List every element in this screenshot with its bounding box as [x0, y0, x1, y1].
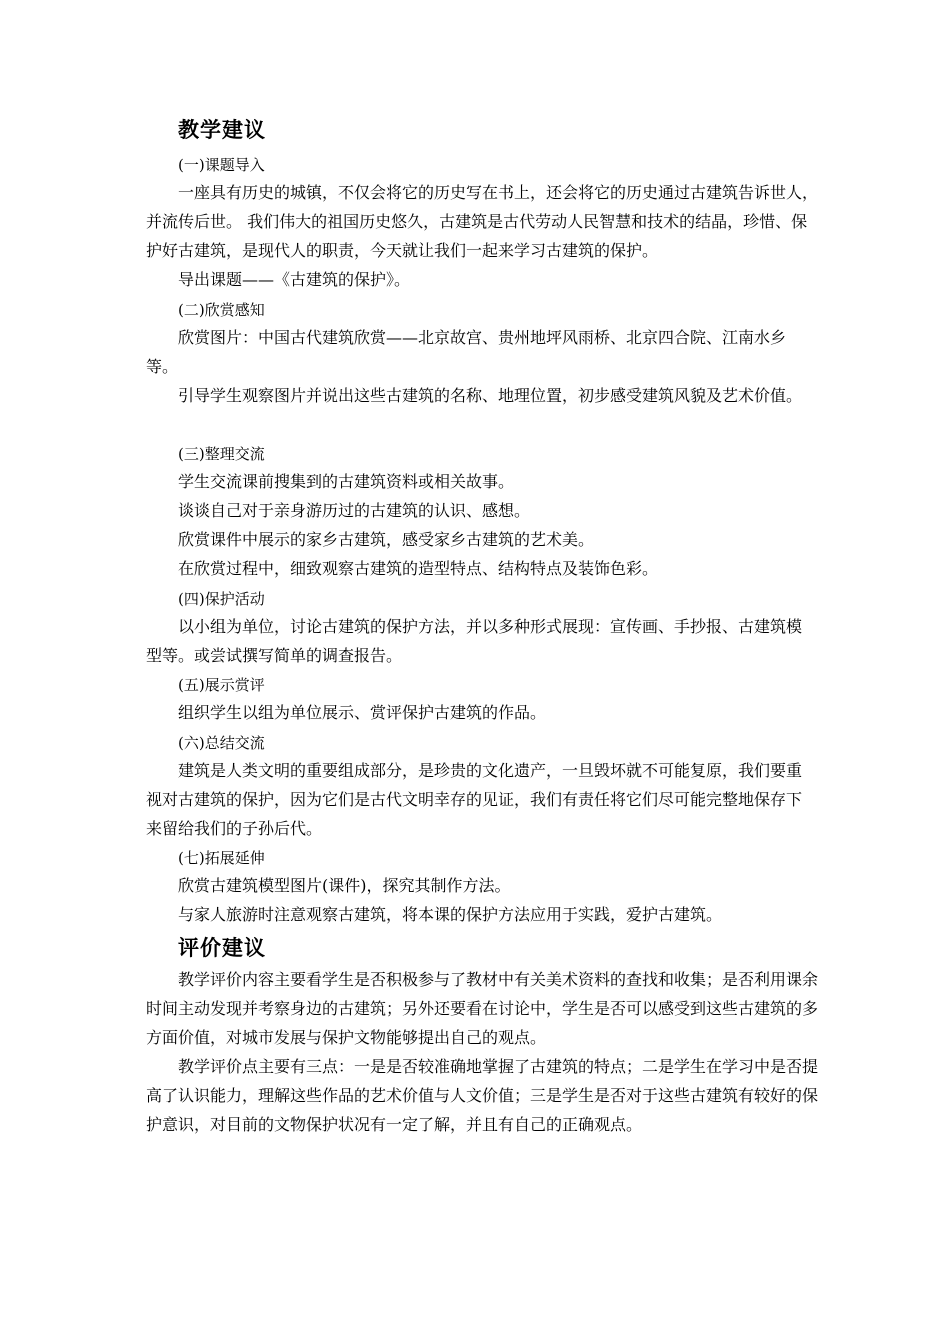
- paragraph-eval-1: 教学评价内容主要看学生是否积极参与了教材中有关美术资料的查找和收集；是否利用课余时间主动发现并考察身边的古建筑；另外还要看在讨论中，学生是否可以感受到这些古建筑的多方面价值，对城市发展与保护文物能够提出自己的观点。: [146, 970, 819, 1047]
- subsection-title-5: (五)展示赏评: [178, 676, 265, 694]
- paragraph-2-1: 欣赏图片：中国古代建筑欣赏——北京故宫、贵州地坪风雨桥、北京四合院、江南水乡等。: [146, 328, 787, 376]
- paragraph-6-1: 建筑是人类文明的重要组成部分，是珍贵的文化遗产，一旦毁坏就不可能复原，我们要重视对古建筑的保护，因为它们是古代文明幸存的见证，我们有责任将它们尽可能完整地保存下来留给我们的子孙后代。: [146, 761, 803, 838]
- subsection-title-7: (七)拓展延伸: [178, 849, 265, 867]
- paragraph-7-2: 与家人旅游时注意观察古建筑，将本课的保护方法应用于实践，爱护古建筑。: [178, 905, 723, 924]
- paragraph-3-3: 欣赏课件中展示的家乡古建筑，感受家乡古建筑的艺术美。: [178, 530, 595, 549]
- paragraph-4-1: 以小组为单位，讨论古建筑的保护方法，并以多种形式展现：宣传画、手抄报、古建筑模型等。或尝试撰写简单的调查报告。: [146, 617, 803, 665]
- subsection-title-2: (二)欣赏感知: [178, 301, 265, 319]
- paragraph-2-2: 引导学生观察图片并说出这些古建筑的名称、地理位置，初步感受建筑风貌及艺术价值。: [178, 386, 803, 405]
- paragraph-3-1: 学生交流课前搜集到的古建筑资料或相关故事。: [178, 472, 515, 491]
- paragraph-7-1: 欣赏古建筑模型图片(课件)，探究其制作方法。: [178, 876, 511, 895]
- heading-teaching-suggestions: 教学建议: [178, 118, 266, 142]
- subsection-title-3: (三)整理交流: [178, 445, 265, 463]
- heading-evaluation-suggestions: 评价建议: [178, 936, 266, 960]
- subsection-title-6: (六)总结交流: [178, 734, 265, 752]
- paragraph-3-2: 谈谈自己对于亲身游历过的古建筑的认识、感想。: [178, 501, 531, 520]
- subsection-title-4: (四)保护活动: [178, 590, 265, 608]
- paragraph-1-2: 导出课题——《古建筑的保护》。: [178, 270, 411, 289]
- paragraph-1-1: 一座具有历史的城镇，不仅会将它的历史写在书上，还会将它的历史通过古建筑告诉世人，并流传后世。 我们伟大的祖国历史悠久，古建筑是古代劳动人民智慧和技术的结晶，珍惜、保护好古建筑，是现代人的职责，今天就让我们一起来学习古建筑的保护。: [146, 183, 819, 260]
- paragraph-eval-2: 教学评价点主要有三点：一是是否较准确地掌握了古建筑的特点；二是学生在学习中是否提高了认识能力，理解这些作品的艺术价值与人文价值；三是学生是否对于这些古建筑有较好的保护意识，对目前的文物保护状况有一定了解，并且有自己的正确观点。: [146, 1057, 819, 1134]
- paragraph-5-1: 组织学生以组为单位展示、赏评保护古建筑的作品。: [178, 703, 547, 722]
- paragraph-3-4: 在欣赏过程中，细致观察古建筑的造型特点、结构特点及装饰色彩。: [178, 559, 659, 578]
- subsection-title-1: (一)课题导入: [178, 156, 265, 174]
